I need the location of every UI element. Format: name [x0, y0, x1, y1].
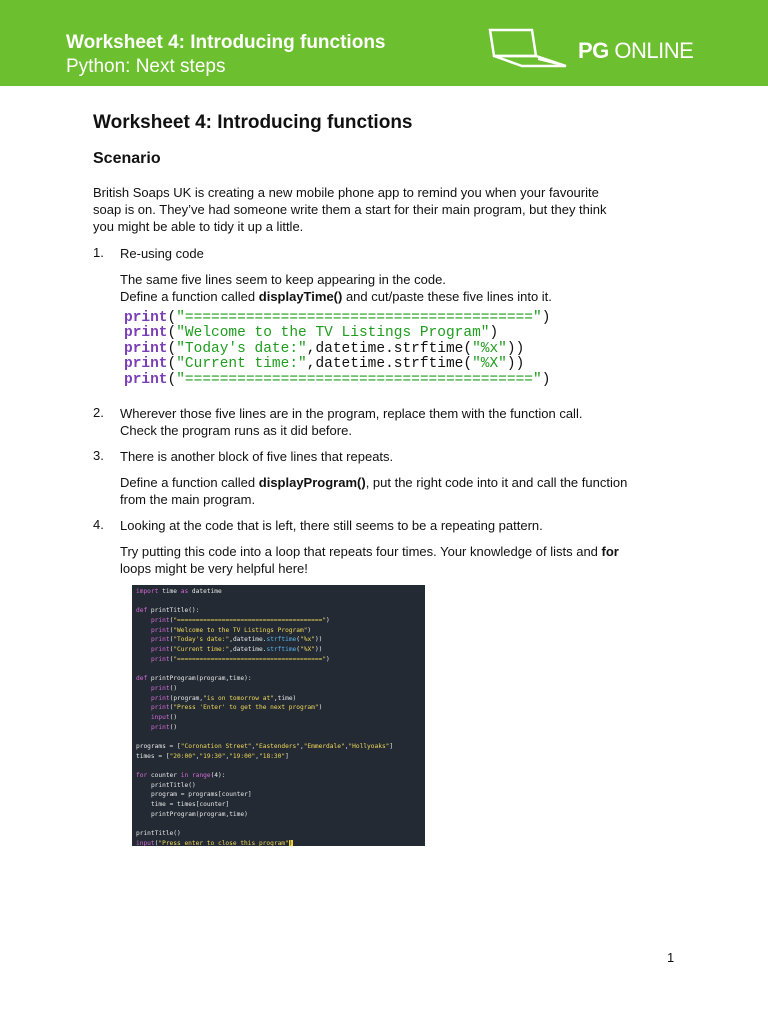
editor-code-line [132, 665, 425, 675]
editor-code-line [132, 597, 425, 607]
page-number: 1 [667, 950, 675, 965]
item-2-paragraph [120, 405, 688, 439]
item-3-paragraph [120, 474, 688, 508]
editor-code-line: program = programs[counter] [150, 791, 252, 799]
editor-code-line: times = ["20:00","19:30","19:00","18:30"] [136, 752, 289, 760]
item-text: Looking at the code that is left, there still seems to be a repeating pattern. [120, 518, 543, 533]
item-text: Define a function called displayTime() and cut/paste these five lines into it. [120, 289, 552, 304]
laptop-icon [486, 26, 572, 70]
item-number: 3. [93, 448, 104, 463]
item-text: There is another block of five lines that repeats. [120, 449, 394, 464]
intro-line: soap is on. They’ve had someone write them a start for their main program, but they think [93, 202, 607, 217]
code-snippet [124, 311, 550, 388]
item-text: loops might be very helpful here! [120, 561, 308, 576]
scenario-heading: Scenario [93, 150, 161, 167]
intro-line: British Soaps UK is creating a new mobile phone app to remind you when your favourite [93, 185, 599, 200]
header-banner [0, 0, 768, 86]
code-line: print("Today's date:",datetime.strftime("%x")) [124, 340, 525, 357]
editor-code-line: print() [150, 723, 178, 731]
editor-code-line: print("=======================================") [150, 655, 330, 663]
editor-code-line: printProgram(program,time) [150, 810, 248, 818]
editor-code-line [132, 761, 425, 771]
editor-code-line: print("=======================================") [150, 617, 330, 625]
editor-code-line: print(program,"is on tomorrow at",time) [150, 694, 297, 702]
editor-code-line: print("Current time:",datetime.strftime("%X")) [150, 646, 323, 654]
item-text: Define a function called displayProgram(), put the right code into it and call the function [120, 475, 628, 490]
item-text: from the main program. [120, 492, 256, 507]
pg-online-logo [486, 26, 706, 70]
editor-code-line: time = times[counter] [150, 801, 230, 809]
item-number: 2. [93, 405, 104, 420]
editor-code-line: import time as datetime [136, 588, 222, 595]
worksheet-heading: Worksheet 4: Introducing functions [93, 112, 413, 133]
item-4-paragraph [120, 543, 688, 577]
item-text: Try putting this code into a loop that repeats four times. Your knowledge of lists and for [120, 544, 619, 559]
item-title: Re-using code [120, 246, 204, 261]
editor-code-line: input() [150, 713, 178, 721]
editor-code-line: programs = ["Coronation Street","Eastenders","Emmerdale","Hollyoaks"] [136, 743, 394, 750]
editor-code-line [132, 820, 425, 830]
editor-code-line [132, 732, 425, 742]
item-number: 1. [93, 245, 104, 260]
item-number: 4. [93, 517, 104, 532]
item-text: Wherever those five lines are in the program, replace them with the function call. [120, 406, 583, 421]
editor-code-line: def printTitle(): [136, 607, 200, 615]
logo-text: PG ONLINE [578, 38, 694, 63]
code-line: print("Welcome to the TV Listings Program") [124, 325, 499, 342]
code-line: print("Current time:",datetime.strftime("%X")) [124, 356, 525, 373]
code-editor-screenshot [132, 585, 425, 846]
editor-code-line: for counter in range(4): [136, 772, 226, 780]
header-title: Worksheet 4: Introducing functions [66, 32, 386, 53]
editor-code-line: print("Today's date:",datetime.strftime("%x")) [150, 636, 323, 644]
editor-code-line: printTitle() [150, 781, 196, 789]
item-1-paragraph [120, 271, 688, 305]
item-text: Check the program runs as it did before. [120, 423, 352, 438]
item-text: The same five lines seem to keep appearing in the code. [120, 272, 446, 287]
editor-code-line: print() [150, 684, 178, 692]
editor-code-line: print("Welcome to the TV Listings Program") [150, 626, 312, 634]
code-line: print("========================================") [124, 371, 551, 388]
code-line: print("========================================") [124, 310, 551, 326]
editor-code-line: input("Press enter to close this program") [136, 839, 293, 846]
header-subtitle: Python: Next steps [66, 56, 226, 77]
intro-paragraph [93, 184, 693, 235]
editor-code-line: def printProgram(program,time): [136, 675, 252, 683]
intro-line: you might be able to tidy it up a little. [93, 219, 304, 234]
editor-code-line: print("Press 'Enter' to get the next program") [150, 704, 323, 712]
editor-code-line: printTitle() [136, 830, 181, 838]
